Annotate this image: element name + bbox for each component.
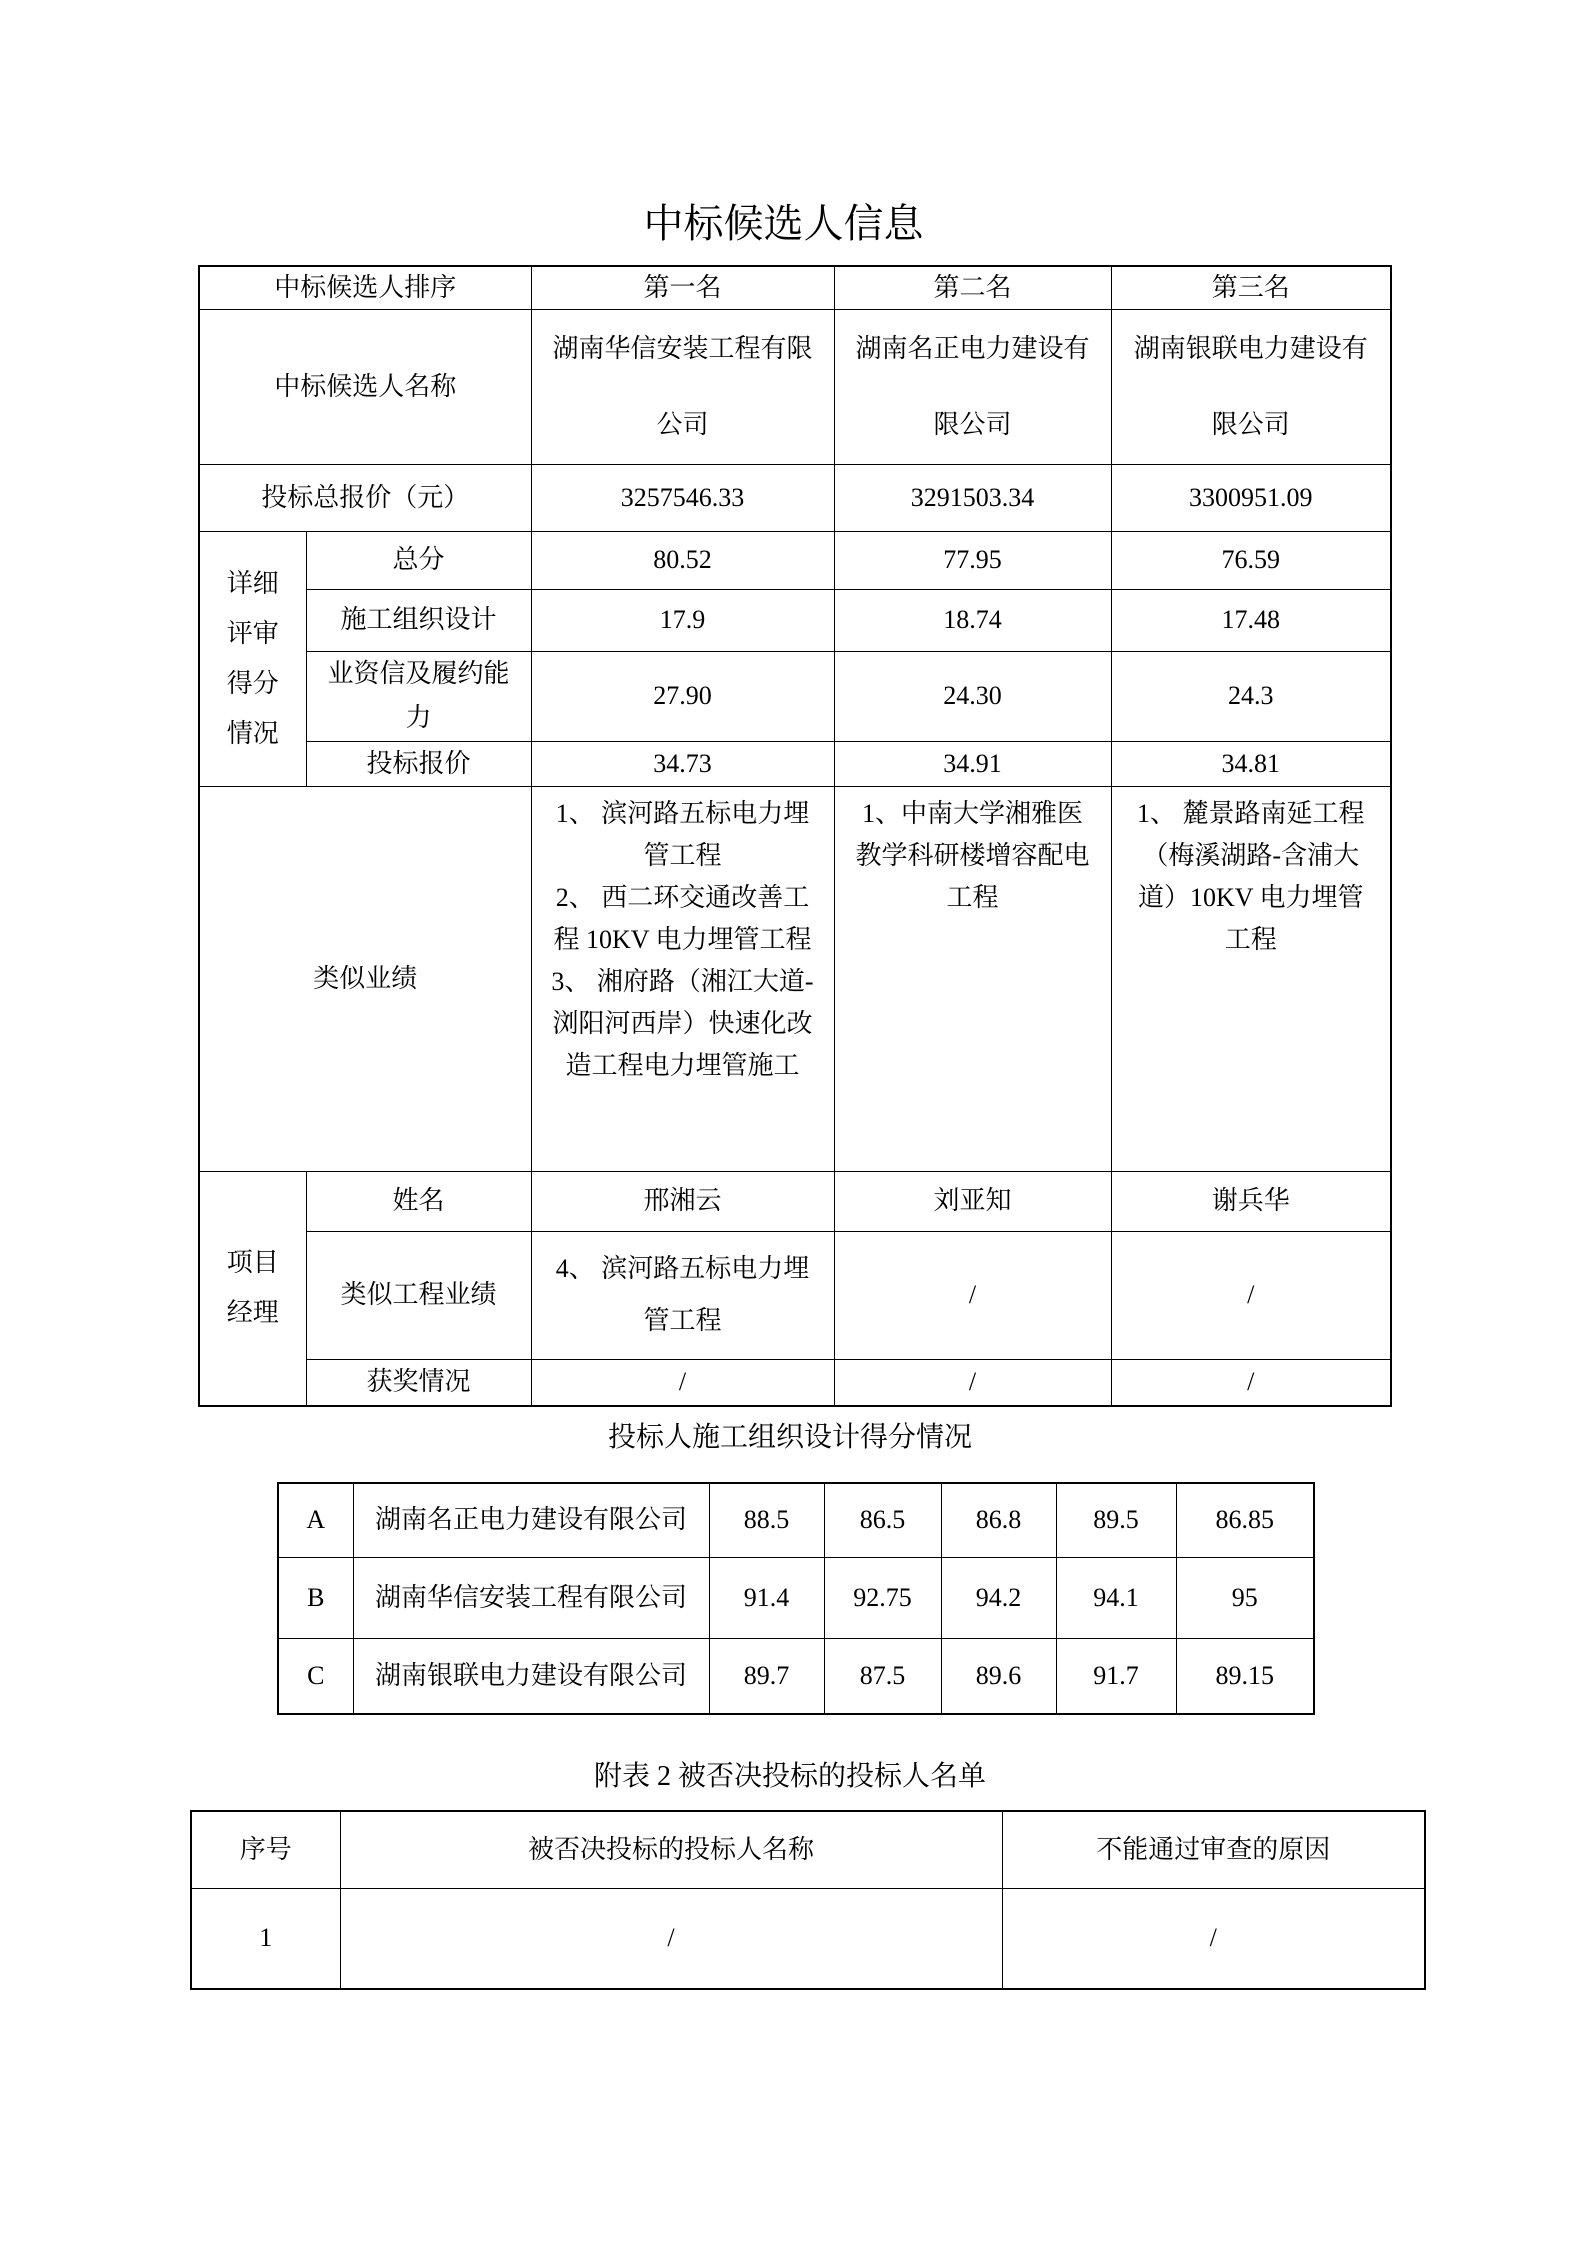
bidder-id: B (278, 1557, 353, 1638)
rejected-reason: / (1002, 1888, 1425, 1989)
manager-performance-3: / (1111, 1231, 1391, 1359)
bid-price-3: 3300951.09 (1111, 464, 1391, 531)
table-row (199, 309, 1391, 464)
page-title: 中标候选人信息 (643, 201, 924, 246)
bidder-company: 湖南华信安装工程有限公司 (353, 1557, 709, 1638)
score-cell: 87.5 (824, 1638, 941, 1714)
project-manager-group-label: 项目经理 (199, 1171, 306, 1406)
score-cell: 92.75 (824, 1557, 941, 1638)
manager-name-2: 刘亚知 (834, 1171, 1111, 1231)
performance-item: 1、 滨河路五标电力埋管工程 (555, 798, 810, 870)
score-table-title: 投标人施工组织设计得分情况 (607, 1422, 972, 1453)
score-cell: 94.2 (941, 1557, 1056, 1638)
similar-performance-2 (834, 786, 1111, 1171)
credit-capacity-1: 27.90 (531, 651, 834, 741)
detail-score-group-label: 详细评审得分情况 (199, 531, 306, 786)
rejected-header-name: 被否决投标的投标人名称 (340, 1811, 1002, 1888)
candidate-name-1: 湖南华信安装工程有限公司 (531, 309, 834, 464)
score-cell: 94.1 (1056, 1557, 1176, 1638)
credit-capacity-label: 业资信及履约能力 (306, 651, 531, 741)
bidder-id: A (278, 1483, 353, 1557)
performance-item: 1、 麓景路南延工程（梅溪湖路-含浦大道）10KV 电力埋管工程 (1137, 798, 1365, 954)
rejected-no: 1 (191, 1888, 340, 1989)
award-1: / (531, 1359, 834, 1406)
construction-design-1: 17.9 (531, 589, 834, 651)
table-row (278, 1638, 1314, 1714)
score-cell: 89.5 (1056, 1483, 1176, 1557)
manager-performance-1: 4、 滨河路五标电力埋管工程 (531, 1231, 834, 1359)
candidates-table (198, 265, 1392, 1407)
score-cell: 91.4 (709, 1557, 824, 1638)
performance-item: 2、 西二环交通改善工程 10KV 电力埋管工程 (553, 882, 812, 954)
manager-performance-2: / (834, 1231, 1111, 1359)
score-cell: 95 (1176, 1557, 1314, 1638)
total-score-label: 总分 (306, 531, 531, 589)
rank-first: 第一名 (531, 266, 834, 309)
manager-name-3: 谢兵华 (1111, 1171, 1391, 1231)
rank-row-label: 中标候选人排序 (199, 266, 531, 309)
design-score-table (277, 1482, 1315, 1715)
manager-name-label: 姓名 (306, 1171, 531, 1231)
similar-performance-1 (531, 786, 834, 1171)
table-row (199, 266, 1391, 309)
construction-design-2: 18.74 (834, 589, 1111, 651)
table-row (191, 1888, 1425, 1989)
rank-second: 第二名 (834, 266, 1111, 309)
total-score-3: 76.59 (1111, 531, 1391, 589)
price-row-label: 投标总报价（元） (199, 464, 531, 531)
score-cell: 89.15 (1176, 1638, 1314, 1714)
credit-capacity-3: 24.3 (1111, 651, 1391, 741)
award-2: / (834, 1359, 1111, 1406)
table-row (199, 1231, 1391, 1359)
table-row (199, 741, 1391, 786)
rank-third: 第三名 (1111, 266, 1391, 309)
award-label: 获奖情况 (306, 1359, 531, 1406)
performance-item: 1、中南大学湘雅医教学科研楼增容配电工程 (855, 798, 1090, 912)
table-row (199, 589, 1391, 651)
rejected-header-reason: 不能通过审查的原因 (1002, 1811, 1425, 1888)
table-row (199, 464, 1391, 531)
award-3: / (1111, 1359, 1391, 1406)
bidder-id: C (278, 1638, 353, 1714)
score-cell: 86.85 (1176, 1483, 1314, 1557)
name-row-label: 中标候选人名称 (199, 309, 531, 464)
table-row (199, 1171, 1391, 1231)
bid-quote-2: 34.91 (834, 741, 1111, 786)
bid-price-1: 3257546.33 (531, 464, 834, 531)
candidate-name-2: 湖南名正电力建设有限公司 (834, 309, 1111, 464)
credit-capacity-2: 24.30 (834, 651, 1111, 741)
total-score-1: 80.52 (531, 531, 834, 589)
candidate-name-3: 湖南银联电力建设有限公司 (1111, 309, 1391, 464)
manager-performance-label: 类似工程业绩 (306, 1231, 531, 1359)
total-score-2: 77.95 (834, 531, 1111, 589)
bid-price-2: 3291503.34 (834, 464, 1111, 531)
table-row (199, 531, 1391, 589)
bid-quote-3: 34.81 (1111, 741, 1391, 786)
table-row (278, 1483, 1314, 1557)
table-row (278, 1557, 1314, 1638)
table-row (199, 651, 1391, 741)
construction-design-label: 施工组织设计 (306, 589, 531, 651)
score-cell: 89.7 (709, 1638, 824, 1714)
performance-item: 3、 湘府路（湘江大道-浏阳河西岸）快速化改造工程电力埋管施工 (551, 966, 814, 1080)
score-cell: 88.5 (709, 1483, 824, 1557)
construction-design-3: 17.48 (1111, 589, 1391, 651)
rejected-bidders-table (190, 1810, 1426, 1990)
score-cell: 86.5 (824, 1483, 941, 1557)
bidder-company: 湖南银联电力建设有限公司 (353, 1638, 709, 1714)
manager-name-1: 邢湘云 (531, 1171, 834, 1231)
bid-quote-label: 投标报价 (306, 741, 531, 786)
score-cell: 89.6 (941, 1638, 1056, 1714)
score-cell: 91.7 (1056, 1638, 1176, 1714)
rejected-table-title: 附表 2 被否决投标的投标人名单 (593, 1761, 986, 1792)
bid-quote-1: 34.73 (531, 741, 834, 786)
similar-performance-3 (1111, 786, 1391, 1171)
similar-performance-label: 类似业绩 (199, 786, 531, 1171)
bidder-company: 湖南名正电力建设有限公司 (353, 1483, 709, 1557)
table-row (191, 1811, 1425, 1888)
table-row (199, 1359, 1391, 1406)
rejected-name: / (340, 1888, 1002, 1989)
rejected-header-no: 序号 (191, 1811, 340, 1888)
score-cell: 86.8 (941, 1483, 1056, 1557)
table-row (199, 786, 1391, 1171)
